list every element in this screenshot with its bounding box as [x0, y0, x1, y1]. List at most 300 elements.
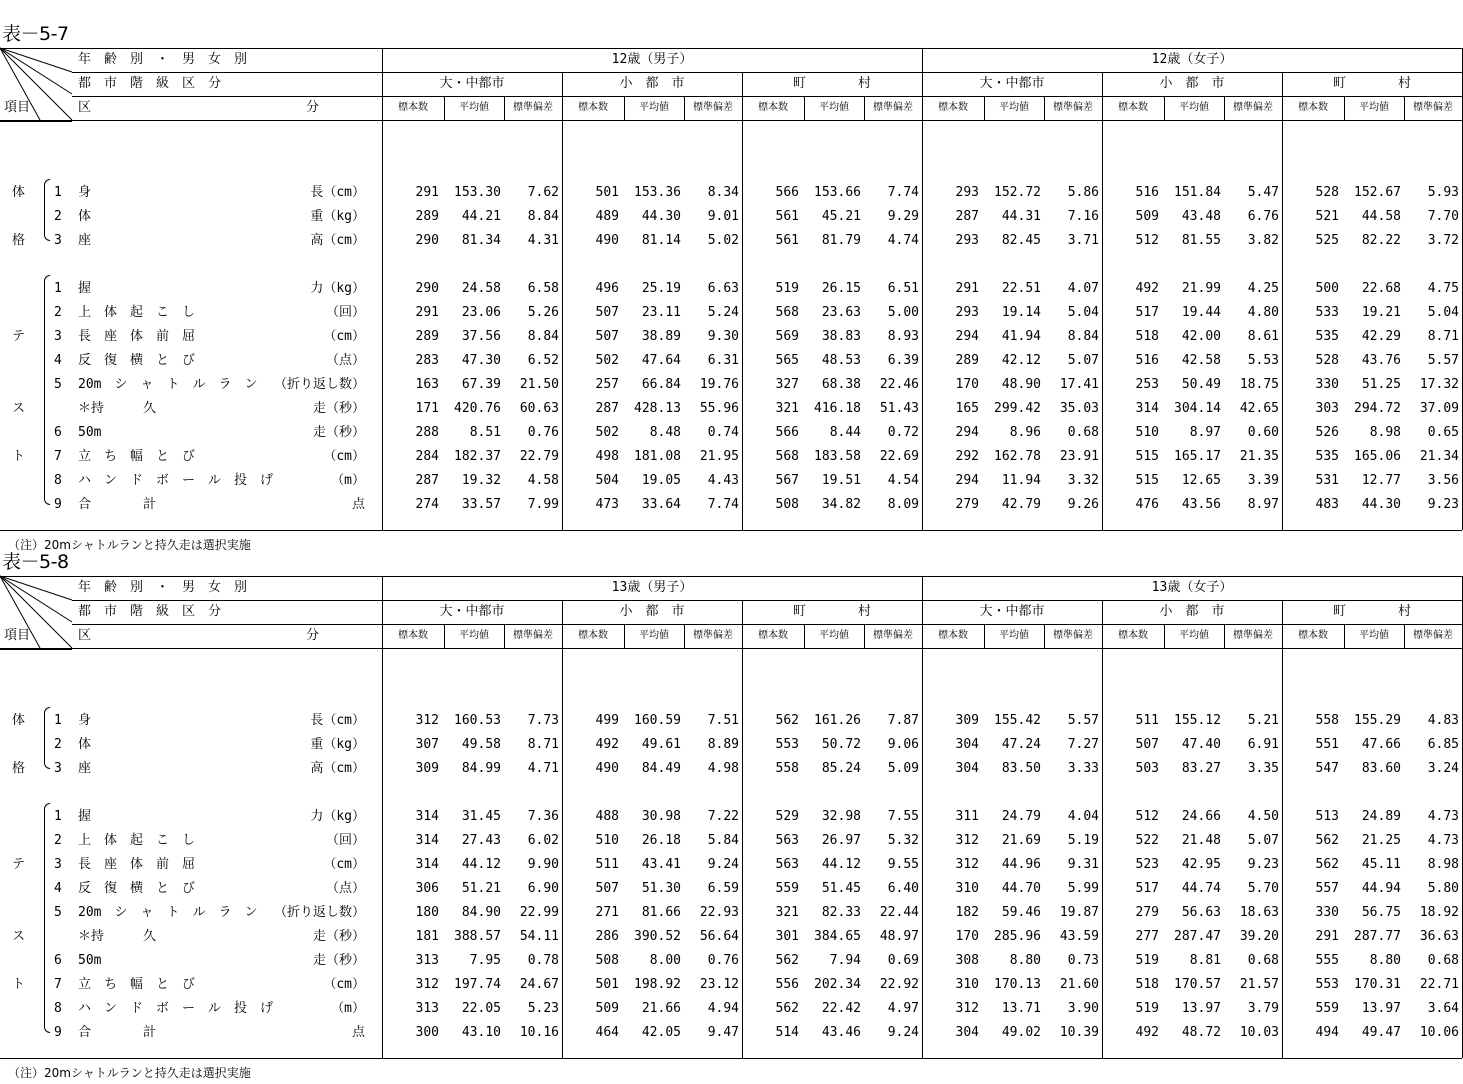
- table-cell: 7.55: [887, 809, 919, 824]
- item-unit: 走（秒）: [312, 929, 365, 944]
- group-female: 13歳（女子）: [1151, 580, 1233, 595]
- table-cell: 8.84: [1067, 329, 1099, 344]
- item-number: 1: [54, 281, 62, 296]
- table-cell: 288: [415, 425, 439, 440]
- table-cell: 23.63: [821, 305, 861, 320]
- table-cell: 82.33: [821, 905, 861, 920]
- table-cell: 47.66: [1361, 737, 1401, 752]
- table-cell: 3.72: [1427, 233, 1459, 248]
- table-cell: 155.42: [994, 713, 1041, 728]
- table-cell: 30.98: [641, 809, 681, 824]
- item-name: 20m シ ャ ト ル ラ ン: [78, 377, 258, 392]
- table-cell: 44.96: [1001, 857, 1041, 872]
- table-cell: 23.91: [1059, 449, 1099, 464]
- item-name: 上 体 起 こ し: [78, 305, 196, 320]
- table-cell: 290: [415, 281, 439, 296]
- sub-column-header: 標準偏差: [693, 102, 733, 113]
- item-number: 9: [54, 1025, 62, 1040]
- header-age-sex: 年 齢 別 ・ 男 女 別: [78, 580, 248, 595]
- city-class-header: 町 村: [792, 76, 871, 91]
- table-cell: 528: [1315, 185, 1339, 200]
- table-cell: 330: [1315, 377, 1339, 392]
- item-number: 3: [54, 761, 62, 776]
- table-cell: 85.24: [821, 761, 861, 776]
- table-cell: 19.51: [821, 473, 861, 488]
- brace-body: [44, 179, 50, 241]
- table-cell: 4.71: [527, 761, 559, 776]
- table-cell: 21.57: [1239, 977, 1279, 992]
- item-name: 座: [78, 761, 92, 776]
- table-cell: 5.53: [1247, 353, 1279, 368]
- table-cell: 12.65: [1181, 473, 1221, 488]
- table-cell: 562: [775, 713, 799, 728]
- sub-column-header: 標本数: [1118, 102, 1148, 113]
- table-cell: 5.32: [887, 833, 919, 848]
- table-cell: 44.30: [641, 209, 681, 224]
- table-cell: 7.99: [527, 497, 559, 512]
- table-cell: 511: [1135, 713, 1159, 728]
- sub-column-header: 標本数: [758, 102, 788, 113]
- table-cell: 5.47: [1247, 185, 1279, 200]
- item-name: 反 復 横 と び: [78, 881, 196, 896]
- item-unit: 力（kg）: [310, 281, 365, 296]
- sub-column-header: 標準偏差: [1233, 630, 1273, 641]
- table-cell: 568: [775, 449, 799, 464]
- table-cell: 8.80: [1369, 953, 1401, 968]
- table-cell: 309: [415, 761, 439, 776]
- table-cell: 428.13: [634, 401, 681, 416]
- table-cell: 512: [1135, 233, 1159, 248]
- table-cell: 42.05: [641, 1025, 681, 1040]
- city-class-header: 町 村: [1332, 604, 1411, 619]
- table-cell: 44.12: [821, 857, 861, 872]
- city-class-header: 小 都 市: [1159, 604, 1225, 619]
- table-cell: 526: [1315, 425, 1339, 440]
- table-cell: 66.84: [641, 377, 681, 392]
- table-cell: 490: [595, 233, 619, 248]
- table-cell: 3.64: [1427, 1001, 1459, 1016]
- item-unit: （点）: [325, 881, 365, 896]
- table-cell: 51.45: [821, 881, 861, 896]
- table-cell: 22.93: [699, 905, 739, 920]
- table-cell: 566: [775, 185, 799, 200]
- city-class-header: 小 都 市: [619, 76, 685, 91]
- sub-column-header: 標準偏差: [1413, 630, 1453, 641]
- table-cell: 6.90: [527, 881, 559, 896]
- table-cell: 182.37: [454, 449, 501, 464]
- table-cell: 301: [775, 929, 799, 944]
- sub-column-header: 平均値: [1359, 102, 1389, 113]
- footnote: （注）20mシャトルランと持久走は選択実施: [8, 1066, 251, 1080]
- table-cell: 519: [775, 281, 799, 296]
- table-cell: 519: [1135, 1001, 1159, 1016]
- sub-column-header: 標準偏差: [873, 630, 913, 641]
- table-cell: 22.51: [1001, 281, 1041, 296]
- item-unit: 長（cm）: [310, 185, 365, 200]
- category-label-body: 体: [12, 185, 26, 200]
- table-cell: 8.84: [527, 329, 559, 344]
- sub-column-header: 標準偏差: [1053, 630, 1093, 641]
- table-cell: 0.68: [1427, 953, 1459, 968]
- table-cell: 510: [1135, 425, 1159, 440]
- table-cell: 7.87: [887, 713, 919, 728]
- table-cell: 13.97: [1361, 1001, 1401, 1016]
- table-cell: 5.09: [887, 761, 919, 776]
- table-cell: 8.71: [1427, 329, 1459, 344]
- table-cell: 49.47: [1361, 1025, 1401, 1040]
- table-cell: 183.58: [814, 449, 861, 464]
- table-cell: 8.09: [887, 497, 919, 512]
- table-cell: 51.30: [641, 881, 681, 896]
- table-cell: 390.52: [634, 929, 681, 944]
- table-cell: 12.77: [1361, 473, 1401, 488]
- sub-column-header: 標本数: [578, 630, 608, 641]
- table-cell: 502: [595, 425, 619, 440]
- table-cell: 60.63: [519, 401, 559, 416]
- city-class-header: 大・中都市: [979, 604, 1045, 619]
- table-cell: 7.95: [469, 953, 501, 968]
- table-cell: 3.56: [1427, 473, 1459, 488]
- sub-column-header: 標準偏差: [513, 630, 553, 641]
- table-cell: 284: [415, 449, 439, 464]
- table-cell: 43.56: [1181, 497, 1221, 512]
- table-cell: 47.64: [641, 353, 681, 368]
- table-cell: 7.36: [527, 809, 559, 824]
- table-cell: 43.46: [821, 1025, 861, 1040]
- table-cell: 279: [955, 497, 979, 512]
- table-cell: 535: [1315, 449, 1339, 464]
- table-cell: 18.92: [1419, 905, 1459, 920]
- table-cell: 489: [595, 209, 619, 224]
- table-cell: 517: [1135, 305, 1159, 320]
- table-cell: 294: [955, 473, 979, 488]
- table-cell: 22.79: [519, 449, 559, 464]
- stat-table-2: [0, 551, 1463, 1084]
- table-cell: 553: [775, 737, 799, 752]
- table-cell: 562: [775, 953, 799, 968]
- table-cell: 7.94: [829, 953, 861, 968]
- brace-test: [44, 275, 50, 505]
- table-cell: 0.73: [1067, 953, 1099, 968]
- table-cell: 41.94: [1001, 329, 1041, 344]
- table-cell: 313: [415, 1001, 439, 1016]
- table-cell: 33.64: [641, 497, 681, 512]
- sub-column-header: 標本数: [578, 102, 608, 113]
- table-cell: 10.03: [1239, 1025, 1279, 1040]
- category-label-test: ス: [12, 929, 26, 944]
- category-label-body: 格: [12, 761, 26, 776]
- table-cell: 22.44: [879, 905, 919, 920]
- category-label-test: テ: [12, 857, 26, 872]
- table-cell: 292: [955, 449, 979, 464]
- table-cell: 4.73: [1427, 809, 1459, 824]
- item-number: 3: [54, 233, 62, 248]
- table-cell: 5.02: [707, 233, 739, 248]
- item-name: 合 計: [78, 497, 157, 512]
- table-cell: 50.72: [821, 737, 861, 752]
- item-name: ＊持 久: [78, 401, 157, 416]
- item-name: 50m: [78, 425, 102, 440]
- table-cell: 291: [415, 185, 439, 200]
- table-cell: 312: [955, 833, 979, 848]
- table-cell: 6.51: [887, 281, 919, 296]
- sub-column-header: 標準偏差: [1233, 102, 1273, 113]
- item-number: 3: [54, 857, 62, 872]
- table-cell: 21.48: [1181, 833, 1221, 848]
- table-cell: 181: [415, 929, 439, 944]
- table-cell: 31.45: [461, 809, 501, 824]
- table-cell: 9.29: [887, 209, 919, 224]
- table-cell: 503: [1135, 761, 1159, 776]
- table-cell: 501: [595, 977, 619, 992]
- table-bottom-border: [0, 1058, 1462, 1059]
- table-cell: 420.76: [454, 401, 501, 416]
- table-cell: 494: [1315, 1025, 1339, 1040]
- sub-column-header: 平均値: [639, 630, 669, 641]
- table-cell: 7.16: [1067, 209, 1099, 224]
- table-cell: 257: [595, 377, 619, 392]
- group-male: 13歳（男子）: [611, 580, 693, 595]
- table-cell: 5.57: [1067, 713, 1099, 728]
- stat-table-1: [0, 23, 1463, 556]
- table-cell: 165.17: [1174, 449, 1221, 464]
- brace-test: [44, 803, 50, 1033]
- table-cell: 565: [775, 353, 799, 368]
- table-cell: 314: [1135, 401, 1159, 416]
- table-cell: 304: [955, 761, 979, 776]
- table-cell: 26.18: [641, 833, 681, 848]
- header-rule: [72, 600, 1462, 601]
- table-cell: 286: [595, 929, 619, 944]
- header-category-left: 区: [78, 628, 92, 643]
- table-cell: 8.84: [527, 209, 559, 224]
- table-cell: 50.49: [1181, 377, 1221, 392]
- table-cell: 492: [1135, 1025, 1159, 1040]
- table-cell: 321: [775, 905, 799, 920]
- table-title: 表－5-7: [2, 23, 69, 45]
- table-cell: 23.06: [461, 305, 501, 320]
- table-cell: 6.58: [527, 281, 559, 296]
- item-name: 上 体 起 こ し: [78, 833, 196, 848]
- table-cell: 559: [1315, 1001, 1339, 1016]
- table-cell: 502: [595, 353, 619, 368]
- table-cell: 293: [955, 305, 979, 320]
- item-unit: （回）: [325, 833, 365, 848]
- table-cell: 3.24: [1427, 761, 1459, 776]
- item-number: 1: [54, 713, 62, 728]
- sub-column-header: 標本数: [938, 630, 968, 641]
- city-class-header: 大・中都市: [439, 604, 505, 619]
- header-city-class: 都 市 階 級 区 分: [78, 76, 222, 91]
- table-cell: 535: [1315, 329, 1339, 344]
- sub-column-header: 標準偏差: [1053, 102, 1093, 113]
- table-cell: 500: [1315, 281, 1339, 296]
- table-cell: 7.22: [707, 809, 739, 824]
- city-class-header: 小 都 市: [619, 604, 685, 619]
- item-number: 6: [54, 425, 62, 440]
- table-cell: 51.43: [879, 401, 919, 416]
- table-cell: 559: [775, 881, 799, 896]
- table-cell: 19.76: [699, 377, 739, 392]
- table-cell: 22.99: [519, 905, 559, 920]
- table-cell: 508: [775, 497, 799, 512]
- sub-column-header: 平均値: [819, 630, 849, 641]
- table-cell: 291: [955, 281, 979, 296]
- table-cell: 21.69: [1001, 833, 1041, 848]
- table-cell: 44.74: [1181, 881, 1221, 896]
- table-cell: 291: [415, 305, 439, 320]
- table-cell: 3.32: [1067, 473, 1099, 488]
- table-cell: 153.66: [814, 185, 861, 200]
- item-name: ＊持 久: [78, 929, 157, 944]
- table-cell: 4.07: [1067, 281, 1099, 296]
- sub-column-header: 平均値: [459, 102, 489, 113]
- table-cell: 21.35: [1239, 449, 1279, 464]
- item-number: 5: [54, 905, 62, 920]
- item-name: 長 座 体 前 屈: [78, 857, 196, 872]
- table-cell: 512: [1135, 809, 1159, 824]
- table-cell: 34.82: [821, 497, 861, 512]
- table-cell: 11.94: [1001, 473, 1041, 488]
- table-cell: 6.63: [707, 281, 739, 296]
- table-cell: 8.51: [469, 425, 501, 440]
- table-cell: 22.92: [879, 977, 919, 992]
- table-cell: 22.46: [879, 377, 919, 392]
- table-cell: 314: [415, 809, 439, 824]
- item-name: 長 座 体 前 屈: [78, 329, 196, 344]
- table-cell: 45.11: [1361, 857, 1401, 872]
- table-cell: 38.83: [821, 329, 861, 344]
- table-cell: 4.98: [707, 761, 739, 776]
- table-cell: 287.77: [1354, 929, 1401, 944]
- table-cell: 547: [1315, 761, 1339, 776]
- table-cell: 83.60: [1361, 761, 1401, 776]
- table-cell: 4.74: [887, 233, 919, 248]
- header-rule: [0, 120, 1462, 121]
- table-cell: 82.45: [1001, 233, 1041, 248]
- table-cell: 6.52: [527, 353, 559, 368]
- table-cell: 312: [415, 713, 439, 728]
- table-cell: 516: [1135, 185, 1159, 200]
- item-number: 2: [54, 737, 62, 752]
- table-cell: 7.70: [1427, 209, 1459, 224]
- table-cell: 0.68: [1067, 425, 1099, 440]
- table-cell: 294: [955, 329, 979, 344]
- item-unit: （cm）: [323, 449, 365, 464]
- table-cell: 304: [955, 737, 979, 752]
- city-class-header: 町 村: [792, 604, 871, 619]
- item-number: 7: [54, 449, 62, 464]
- table-cell: 42.65: [1239, 401, 1279, 416]
- category-label-test: ス: [12, 401, 26, 416]
- table-cell: 309: [955, 713, 979, 728]
- table-cell: 19.44: [1181, 305, 1221, 320]
- table-cell: 19.05: [641, 473, 681, 488]
- table-cell: 4.54: [887, 473, 919, 488]
- table-cell: 5.70: [1247, 881, 1279, 896]
- table-cell: 321: [775, 401, 799, 416]
- table-cell: 5.84: [707, 833, 739, 848]
- item-name: 立 ち 幅 と び: [78, 449, 196, 464]
- table-cell: 81.55: [1181, 233, 1221, 248]
- table-cell: 8.00: [649, 953, 681, 968]
- table-cell: 10.06: [1419, 1025, 1459, 1040]
- table-cell: 25.19: [641, 281, 681, 296]
- table-cell: 529: [775, 809, 799, 824]
- table-cell: 18.63: [1239, 905, 1279, 920]
- table-cell: 523: [1135, 857, 1159, 872]
- footnote: （注）20mシャトルランと持久走は選択実施: [8, 538, 251, 552]
- table-cell: 42.95: [1181, 857, 1221, 872]
- table-cell: 4.83: [1427, 713, 1459, 728]
- table-cell: 0.72: [887, 425, 919, 440]
- category-label-test: ト: [12, 449, 26, 464]
- table-cell: 4.25: [1247, 281, 1279, 296]
- sub-column-header: 平均値: [639, 102, 669, 113]
- table-cell: 312: [955, 1001, 979, 1016]
- table-cell: 551: [1315, 737, 1339, 752]
- header-age-sex: 年 齢 別 ・ 男 女 別: [78, 52, 248, 67]
- table-cell: 9.06: [887, 737, 919, 752]
- item-unit: 高（cm）: [310, 761, 365, 776]
- sub-column-header: 平均値: [819, 102, 849, 113]
- table-cell: 7.73: [527, 713, 559, 728]
- table-cell: 153.36: [634, 185, 681, 200]
- table-cell: 271: [595, 905, 619, 920]
- table-cell: 330: [1315, 905, 1339, 920]
- table-cell: 51.21: [461, 881, 501, 896]
- table-cell: 8.34: [707, 185, 739, 200]
- table-cell: 299.42: [994, 401, 1041, 416]
- table-cell: 10.39: [1059, 1025, 1099, 1040]
- table-cell: 566: [775, 425, 799, 440]
- table-cell: 182: [955, 905, 979, 920]
- item-column-label: 項目: [4, 628, 31, 643]
- table-cell: 483: [1315, 497, 1339, 512]
- table-cell: 9.01: [707, 209, 739, 224]
- table-cell: 5.00: [887, 305, 919, 320]
- table-cell: 0.68: [1247, 953, 1279, 968]
- table-cell: 509: [1135, 209, 1159, 224]
- table-cell: 5.24: [707, 305, 739, 320]
- item-number: 2: [54, 305, 62, 320]
- table-cell: 27.43: [461, 833, 501, 848]
- table-cell: 514: [775, 1025, 799, 1040]
- table-cell: 464: [595, 1025, 619, 1040]
- diagonal-line: [0, 576, 72, 622]
- table-cell: 274: [415, 497, 439, 512]
- table-cell: 9.23: [1427, 497, 1459, 512]
- table-top-border: [0, 576, 1462, 577]
- item-unit: （折り返し数）: [273, 905, 365, 920]
- table-cell: 170: [955, 377, 979, 392]
- table-cell: 32.98: [821, 809, 861, 824]
- table-cell: 47.24: [1001, 737, 1041, 752]
- table-cell: 498: [595, 449, 619, 464]
- header-category-right: 分: [306, 628, 320, 643]
- table-cell: 5.07: [1247, 833, 1279, 848]
- table-cell: 197.74: [454, 977, 501, 992]
- table-cell: 8.44: [829, 425, 861, 440]
- table-cell: 170: [955, 929, 979, 944]
- table-cell: 33.57: [461, 497, 501, 512]
- sub-column-header: 標準偏差: [693, 630, 733, 641]
- table-cell: 490: [595, 761, 619, 776]
- table-cell: 6.31: [707, 353, 739, 368]
- sub-column-header: 平均値: [1359, 630, 1389, 641]
- item-unit: （m）: [331, 1001, 365, 1016]
- sub-column-header: 平均値: [999, 630, 1029, 641]
